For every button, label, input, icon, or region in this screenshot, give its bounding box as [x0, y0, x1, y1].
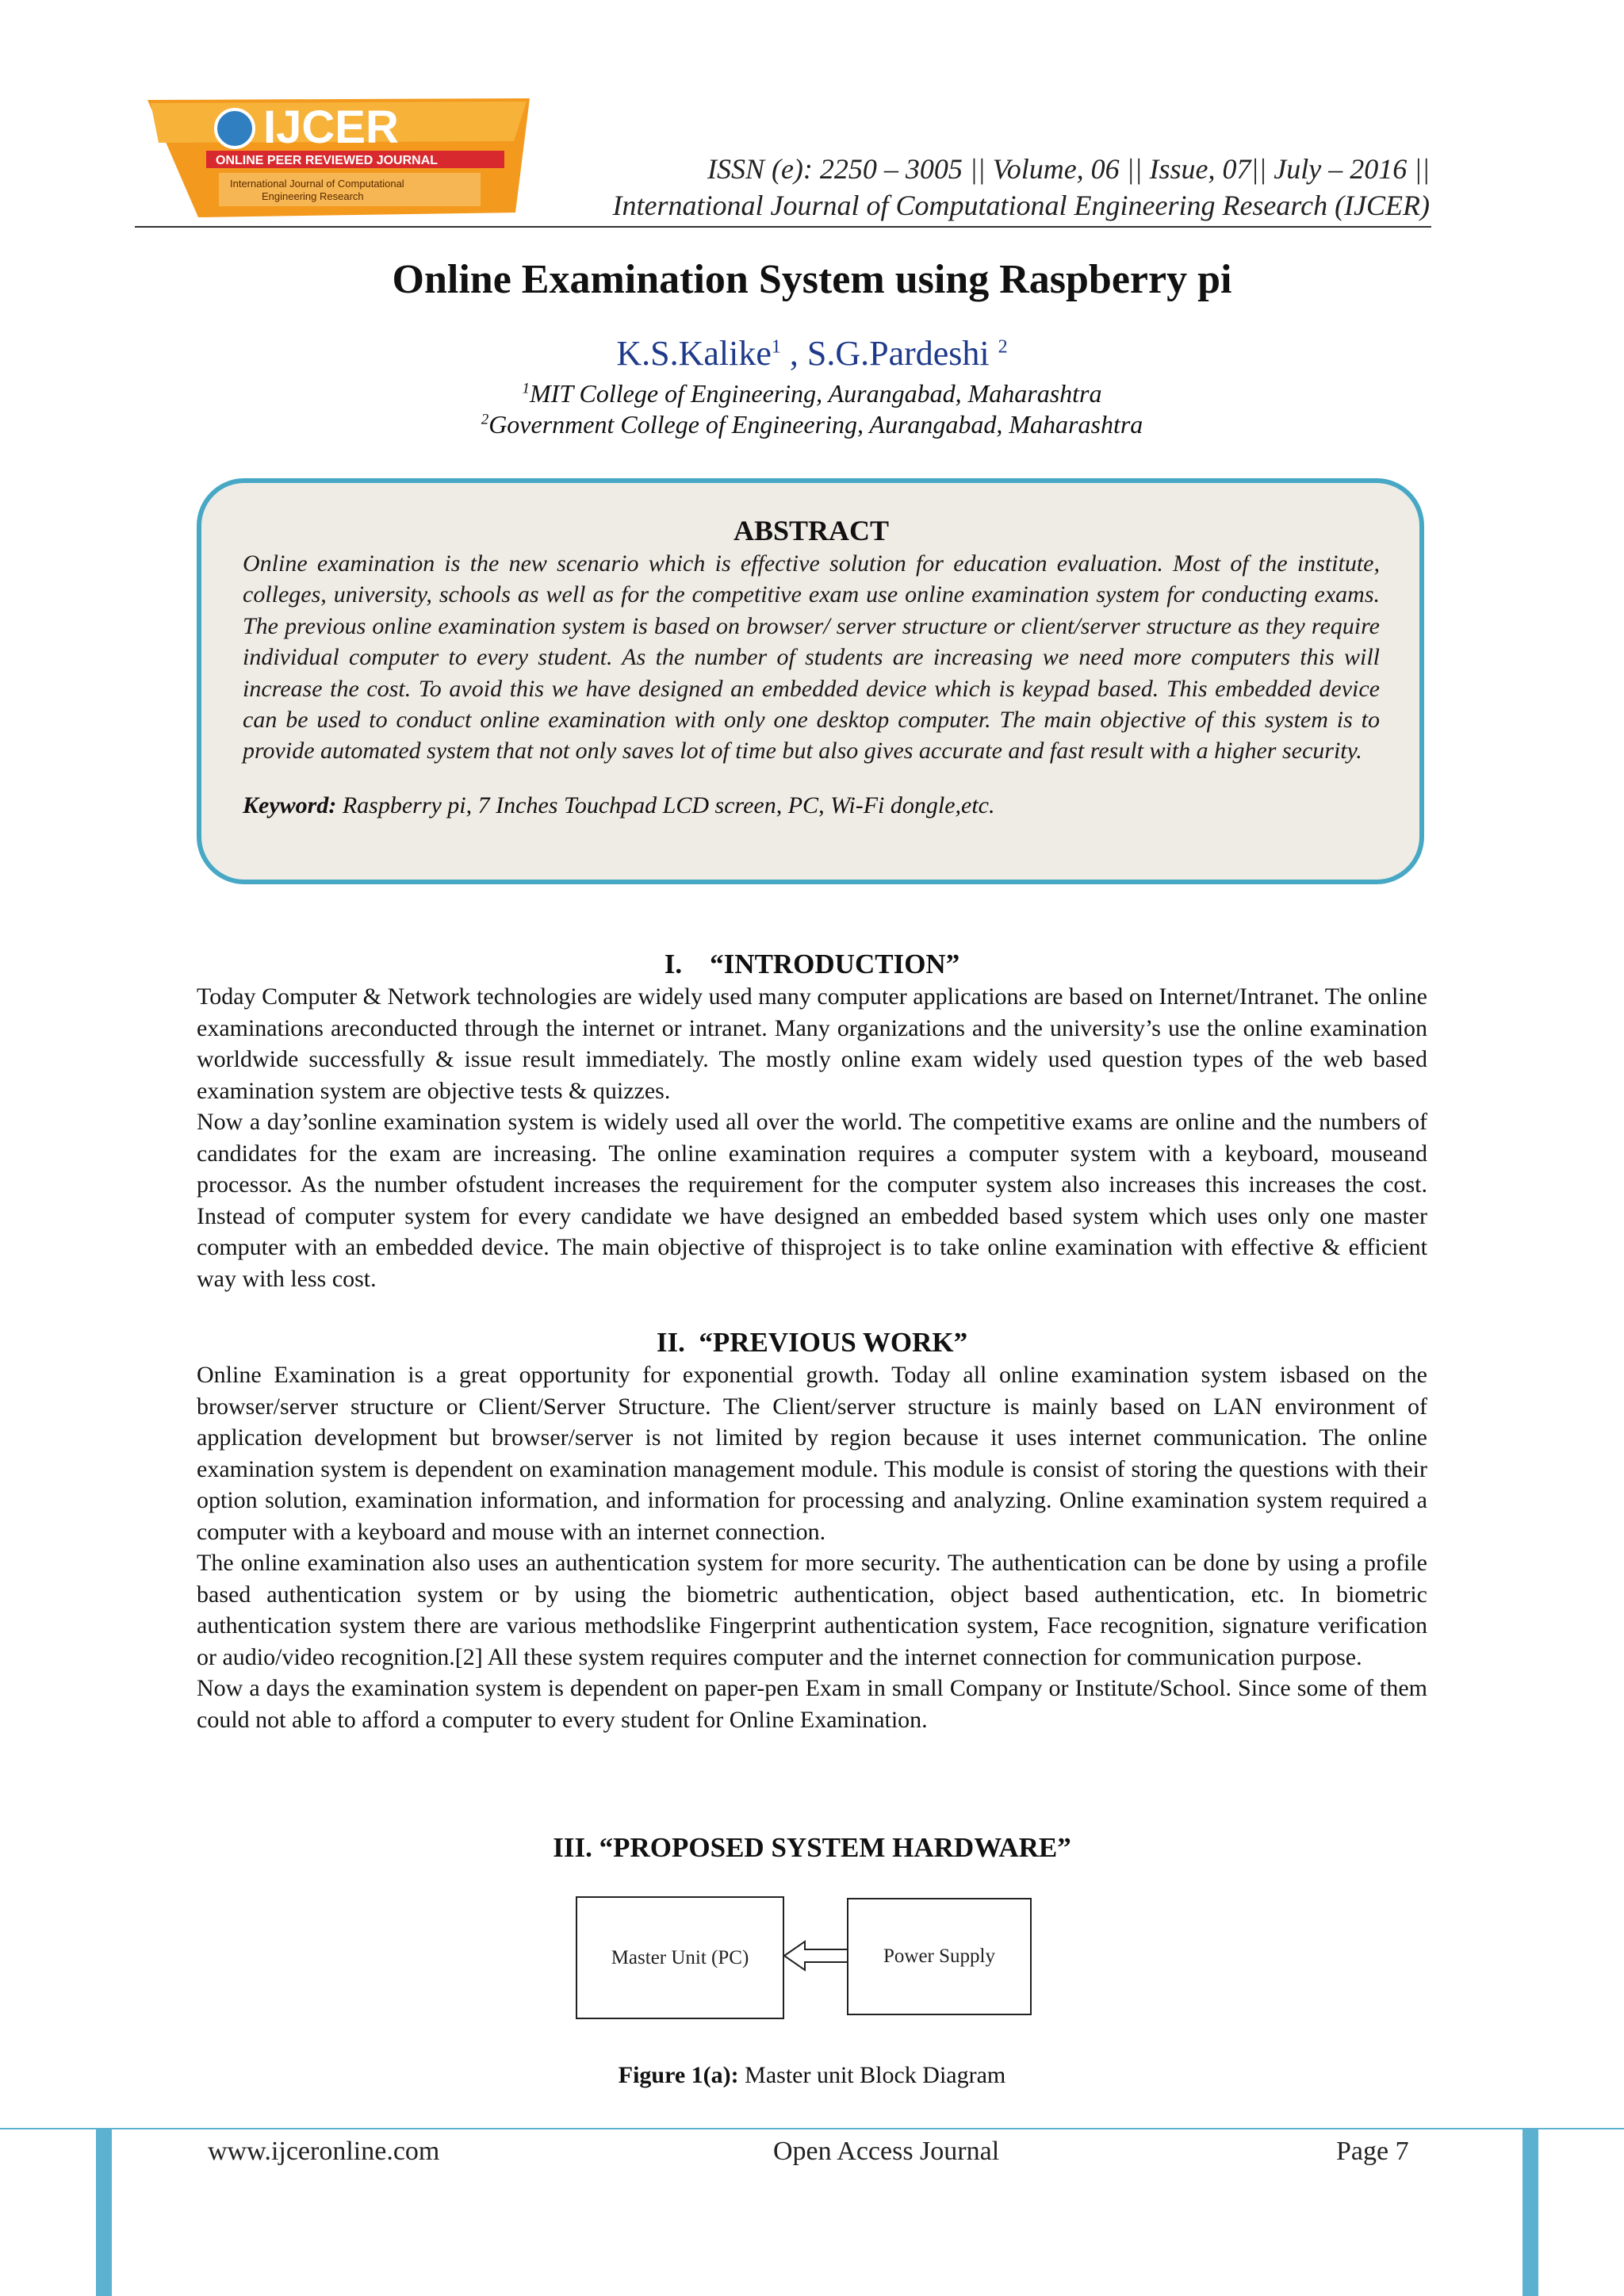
logo-subtitle-2: Engineering Research: [262, 190, 364, 202]
keyword-label: Keyword:: [243, 792, 337, 818]
paragraph: The online examination also uses an authentication system for more security. The authentication can be done by using a profile based authentication system or by using the biometric authentication, object based authentication, etc. In biometric authentication system there are various methodslike Fingerprint authentication system, Face recognition, signature verification or audio/video recognition.[2] All these system requires computer and the internet connection for communication purpose.: [197, 1550, 1427, 1670]
figure-caption-label: Figure 1(a):: [618, 2062, 739, 2088]
previous-work-body: [197, 1359, 1427, 1735]
footer-rule: [0, 2128, 1624, 2129]
affiliation-1-sup: 1: [522, 380, 530, 397]
affiliation-2-text: Government College of Engineering, Aurangabad, Maharashtra: [488, 410, 1143, 439]
figure-caption-text: Master unit Block Diagram: [738, 2062, 1006, 2088]
paragraph: Now a day’sonline examination system is widely used all over the world. The competitive exams are online and the numbers of candidates for the exam are increasing. The online examination requires a computer system with a keyboard, mouseand processor. As the number ofstudent increases the requirement for the computer system also increases this increases the cost. Instead of computer system for every candidate we have designed an embedded based system which uses only one master computer with an embedded device. The main objective of thisproject is to take online examination with effective & efficient way with less cost.: [197, 1109, 1427, 1292]
affiliation-1: [0, 379, 1624, 408]
footer-bar-right: [1522, 2128, 1538, 2296]
issn-line: ISSN (e): 2250 – 3005 || Volume, 06 || Issue, 07|| July – 2016 ||: [707, 153, 1430, 185]
master-unit-block: [576, 1896, 784, 2019]
affiliation-2: [0, 410, 1624, 439]
author-1: K.S.Kalike: [616, 334, 772, 373]
abstract-text: Online examination is the new scenario which is effective solution for education evaluation. Most of the institute, colleges, university, schools as well as for the competitive exam use online examination system for conducting exams. The previous online examination system is based on browser/ server structure or client/server structure as they require individual computer to every student. As the number of students are increasing we need more computers this will increase the cost. To avoid this we have designed an embedded device which is keypad based. This embedded device can be used to conduct online examination with only one desktop computer. The main objective of this system is to provide automated system that not only saves lot of time but also gives accurate and fast result with a higher security.: [243, 550, 1380, 765]
paragraph: Now a days the examination system is dependent on paper-pen Exam in small Company or Institute/School. Since some of them could not able to afford a computer to every student for Online Examination.: [197, 1675, 1427, 1733]
abstract-box: [197, 478, 1424, 884]
paragraph: Online Examination is a great opportunity for exponential growth. Today all online examination system isbased on the browser/server structure or Client/Server Structure. The Client/server structure is mainly based on LAN environment of application development but browser/server is not limited by region because it uses internet communication. The online examination system is dependent on examination management module. This module is consist of storing the questions with their option solution, examination information, and information for processing and analyzing. Online examination system required a computer with a keyboard and mouse with an internet connection.: [197, 1362, 1427, 1545]
footer-bar-left: [96, 2128, 112, 2296]
power-to-master-arrow: [783, 1938, 849, 1973]
keyword-list: Raspberry pi, 7 Inches Touchpad LCD screen, PC, Wi-Fi dongle,etc.: [336, 792, 995, 818]
author-1-sup: 1: [771, 336, 781, 358]
introduction-body: [197, 981, 1427, 1294]
footer-url: www.ijceronline.com: [208, 2137, 440, 2166]
header-rule: [135, 226, 1431, 228]
section-heading-introduction: I. “INTRODUCTION”: [664, 949, 960, 979]
paper-title: Online Examination System using Raspberry pi: [392, 257, 1232, 302]
power-supply-block: [847, 1898, 1032, 2015]
author-line: [0, 333, 1624, 374]
section-heading-previous-work: II. “PREVIOUS WORK”: [656, 1327, 968, 1358]
author-separator: ,: [780, 334, 807, 373]
logo-wordmark: IJCER: [263, 102, 399, 153]
section-heading-proposed-hardware: III. “PROPOSED SYSTEM HARDWARE”: [553, 1832, 1071, 1863]
paragraph: Today Computer & Network technologies are widely used many computer applications are based on Internet/Intranet. The online examinations areconducted through the internet or intranet. Many organizations and the university’s use the online examination worldwide successfully & issue result immediately. The mostly online exam widely used question types of the web based examination system are objective tests & quizzes.: [197, 983, 1427, 1104]
affiliation-2-sup: 2: [481, 411, 489, 428]
power-supply-label: Power Supply: [883, 1945, 995, 1967]
ijcer-logo: [143, 94, 539, 220]
keyword-line: [243, 791, 1380, 821]
author-2: S.G.Pardeshi: [806, 334, 998, 373]
figure-caption: [0, 2062, 1624, 2089]
logo-tagline: ONLINE PEER REVIEWED JOURNAL: [216, 154, 439, 167]
author-2-sup: 2: [998, 336, 1008, 358]
abstract-heading: ABSTRACT: [733, 515, 890, 546]
footer-open-access: Open Access Journal: [773, 2137, 1000, 2166]
journal-name-line: International Journal of Computational Engineering Research (IJCER): [612, 190, 1430, 221]
logo-subtitle-1: International Journal of Computational: [230, 178, 404, 190]
footer-page-number: Page 7: [1336, 2137, 1409, 2166]
affiliation-1-text: MIT College of Engineering, Aurangabad, Maharashtra: [530, 379, 1102, 408]
master-unit-label: Master Unit (PC): [611, 1946, 749, 1968]
